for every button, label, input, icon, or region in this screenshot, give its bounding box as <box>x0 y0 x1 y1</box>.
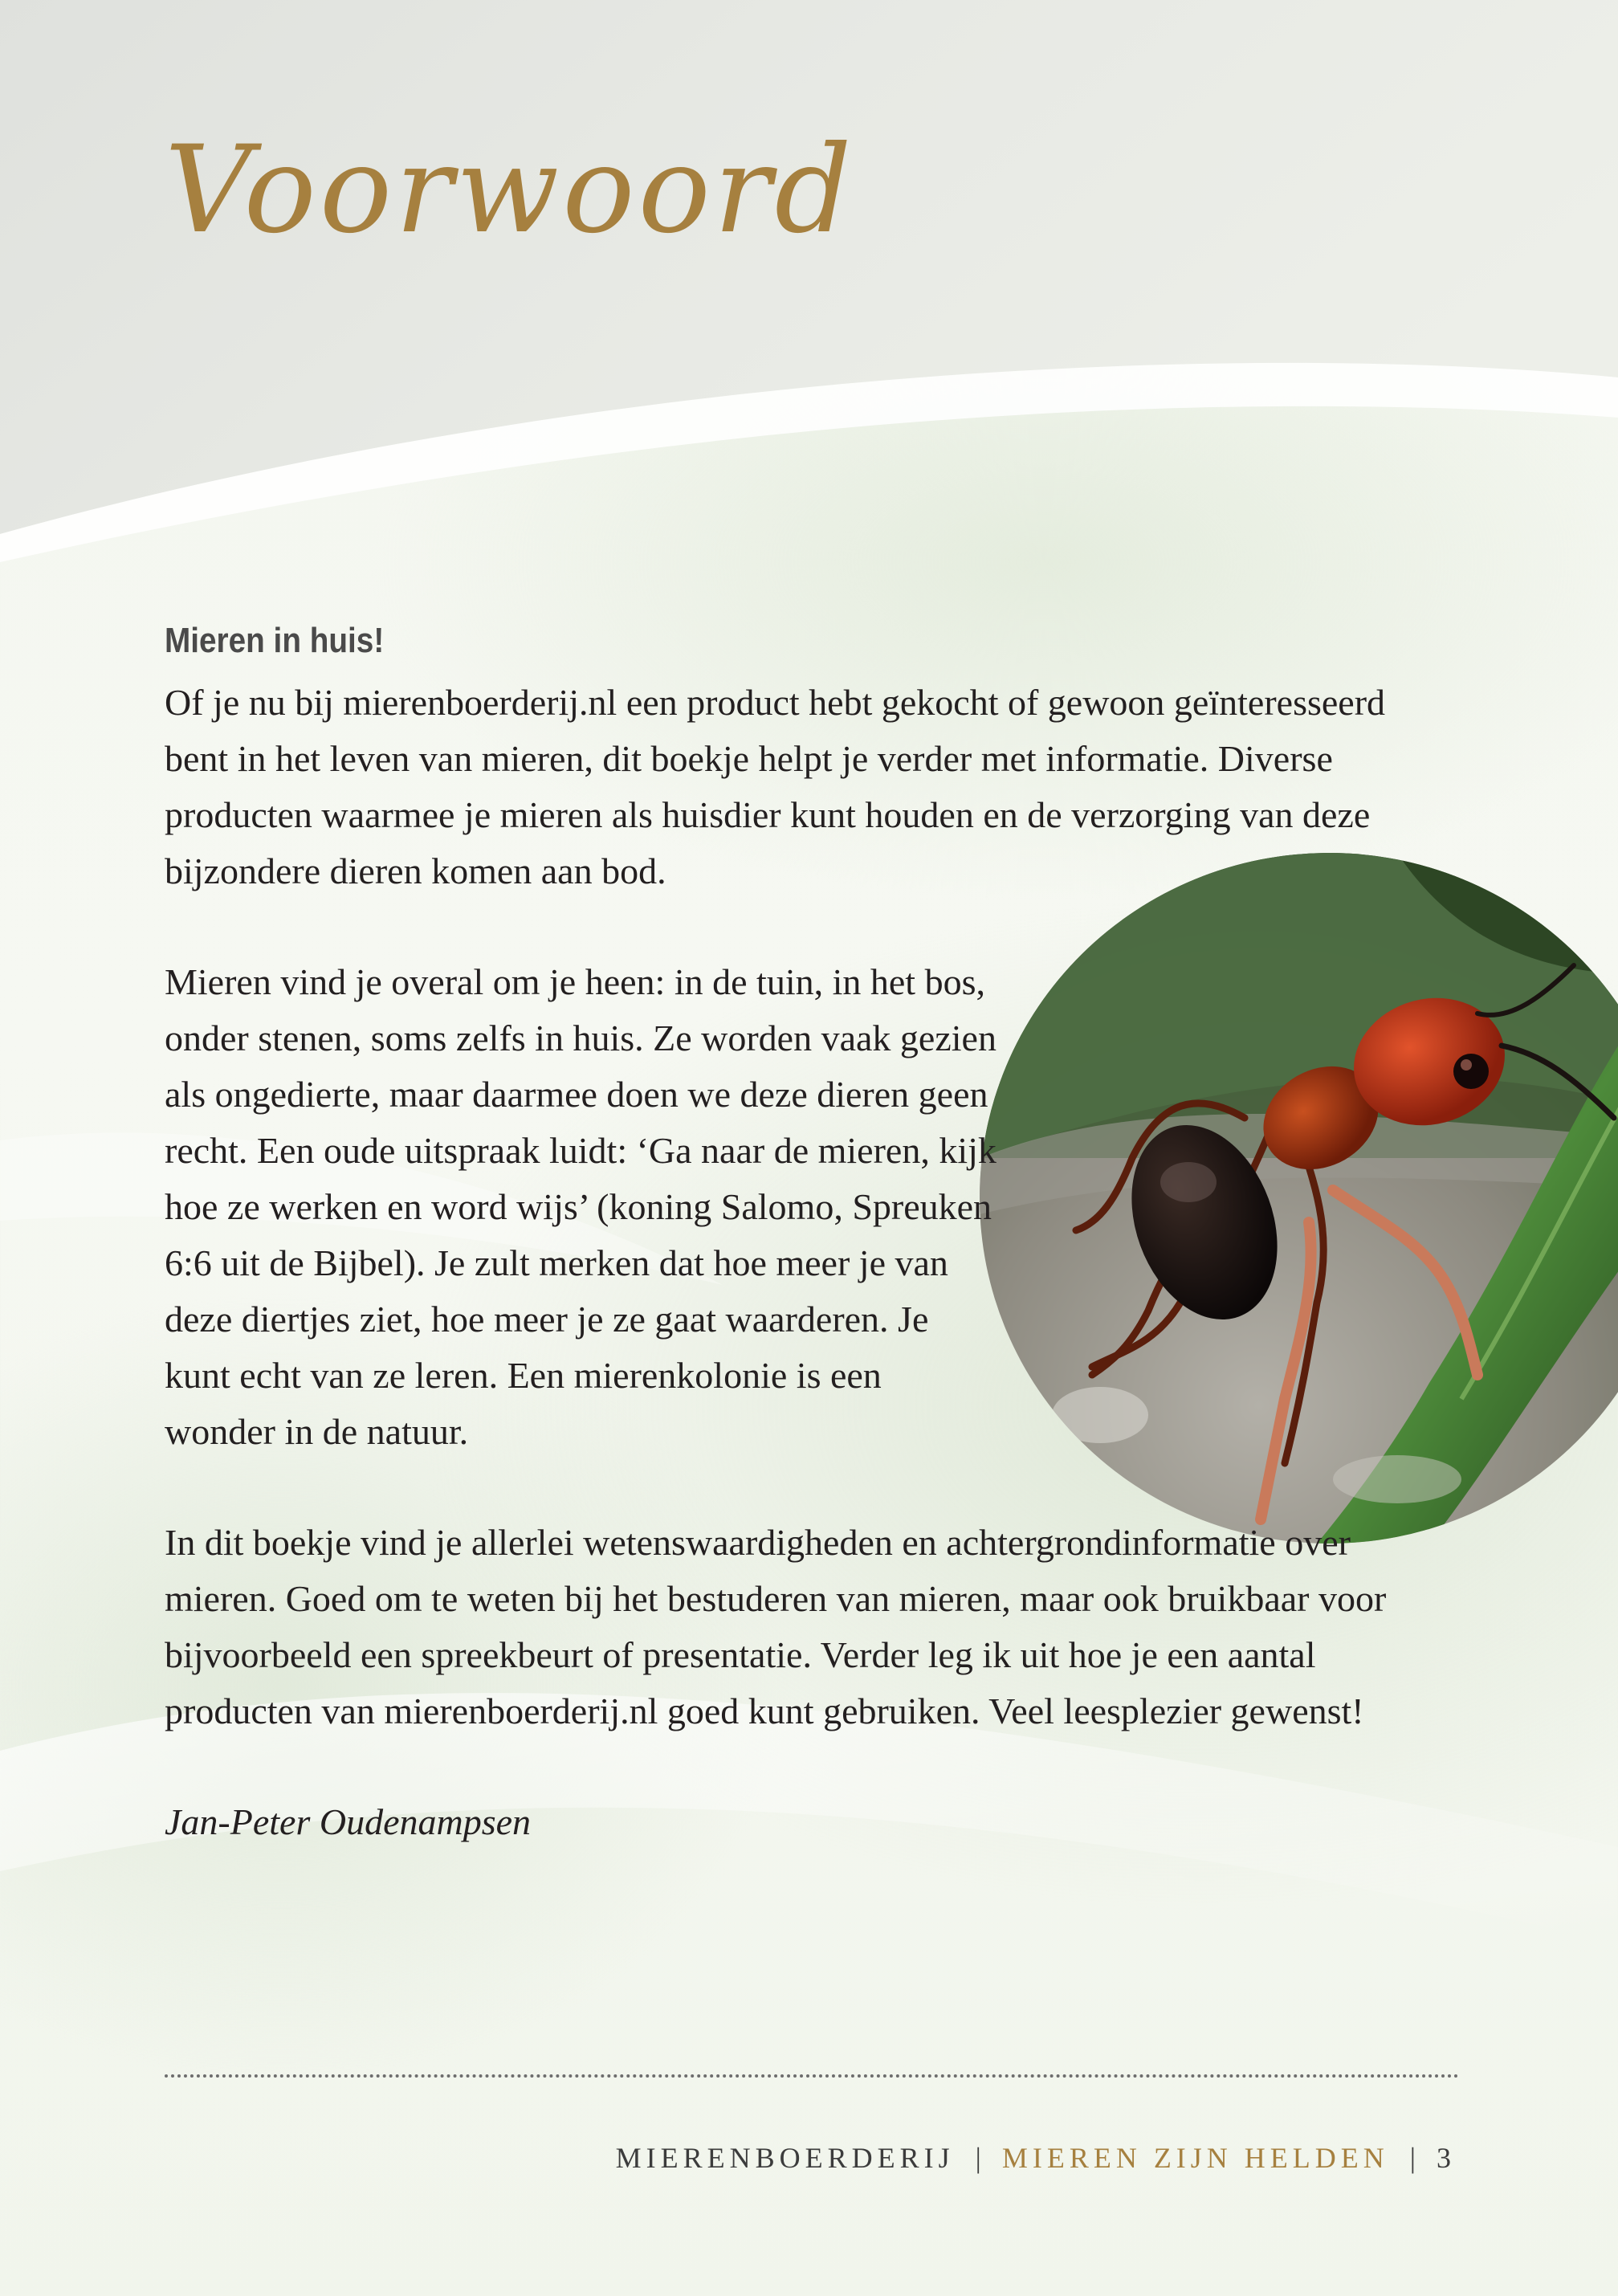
footer-brand: MIERENBOERDERIJ <box>615 2142 955 2174</box>
intro-paragraph: Of je nu bij mierenboerderij.nl een product hebt gekocht of gewoon geïnteresseerd bent in het leven van mieren, dit boekje helpt je verder met informatie. Diverse producten waarmee je mieren als huisdier kunt houden en de verzorging van deze bijzondere dieren komen aan bod. <box>165 682 1386 891</box>
footer-divider <box>165 2074 1459 2078</box>
booklet-paragraph: In dit boekje vind je allerlei wetenswaardigheden en achtergrondinformatie over mieren. Goed om te weten bij het bestuderen van mieren, maar ook bruikbaar voor bijvoorbeeld een spreekbeurt of presentatie. Verder leg ik uit hoe je een aantal producten van mierenboerderij.nl goed kunt gebruiken. Veel leesplezier gewenst! <box>165 1522 1387 1731</box>
section-heading: Mieren in huis! <box>165 621 385 660</box>
page-title: Voorwoord <box>165 120 855 260</box>
main-content <box>165 612 1465 1850</box>
page-footer <box>616 2141 1451 2175</box>
page-number: 3 <box>1437 2142 1451 2174</box>
footer-subtitle: MIEREN ZIJN HELDEN <box>1001 2142 1389 2174</box>
ants-paragraph: Mieren vind je overal om je heen: in de tuin, in het bos, onder stenen, soms zelfs in huis. Ze worden vaak gezien als ongedierte, maar daarmee doen we deze dieren geen recht. Een oude uitspraak luidt: ‘Ga naar de mieren, kijk hoe ze werken en word wijs’ (koning Salomo, Spreuken 6:6 uit de Bijbel). Je zult merken dat hoe meer je van deze diertjes ziet, hoe meer je ze gaat waarderen. Je kunt echt van ze leren. Een mierenkolonie is een wonder in de natuur. <box>165 961 996 1452</box>
author-signature: Jan-Peter Oudenampsen <box>165 1801 532 1842</box>
footer-separator-2: | <box>1409 2142 1416 2174</box>
footer-separator: | <box>975 2142 981 2174</box>
